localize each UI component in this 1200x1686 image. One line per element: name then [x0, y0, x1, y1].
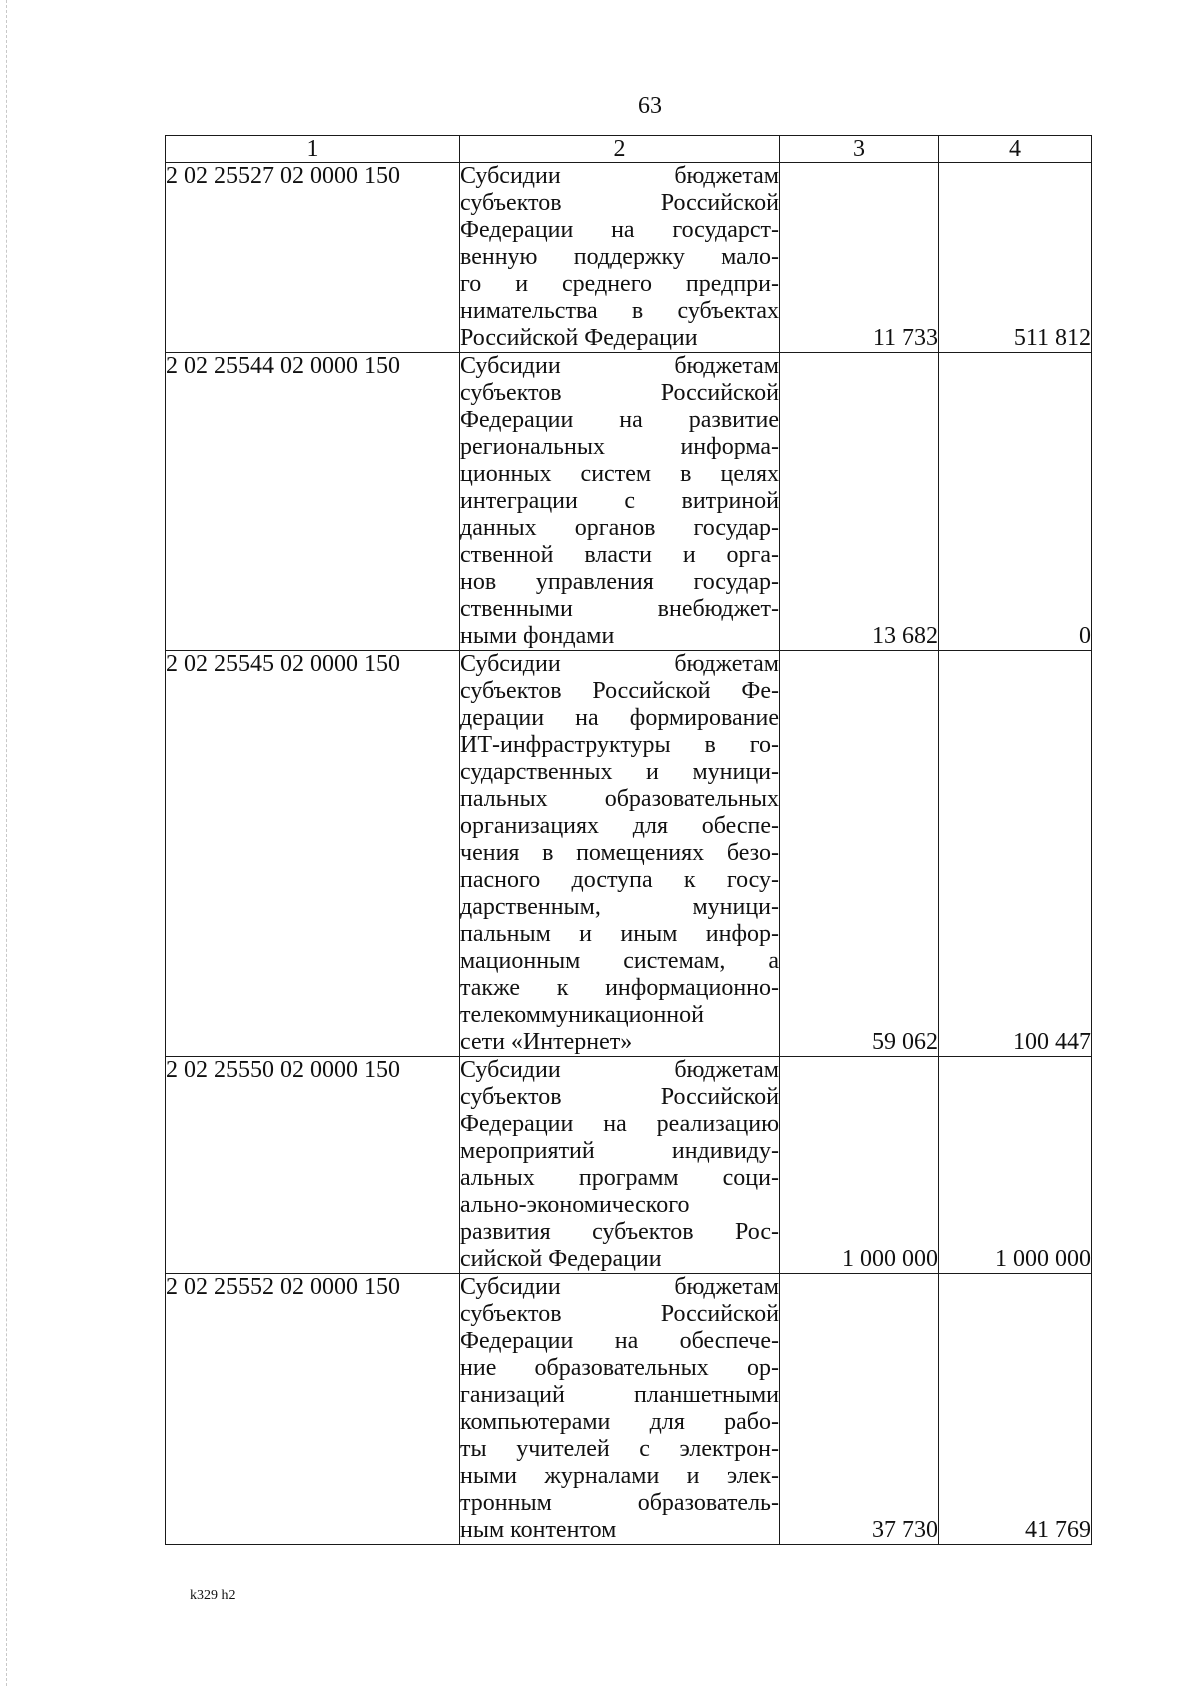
description-line: тронным образователь-: [460, 1490, 779, 1516]
description-line: чения в помещениях безо-: [460, 840, 779, 866]
description-line: Субсидии бюджетам: [460, 353, 779, 379]
row-description-cell: [460, 651, 780, 1057]
description-line: сударственных и муници-: [460, 759, 779, 785]
row-value-col3: 13 682: [780, 353, 939, 651]
description-line: Федерации на государст-: [460, 217, 779, 243]
description-line: Федерации на реализацию: [460, 1111, 779, 1137]
row-value-col4: 0: [939, 353, 1092, 651]
row-value-col4: 41 769: [939, 1274, 1092, 1545]
row-code-cell: 2 02 25552 02 0000 150: [166, 1274, 460, 1545]
description-line: субъектов Российской: [460, 1084, 779, 1110]
header-cell-3: 3: [780, 136, 939, 163]
description-line: Субсидии бюджетам: [460, 1274, 779, 1300]
page-number: 63: [638, 93, 662, 119]
scan-edge-line: [6, 0, 8, 1686]
description-line: данных органов государ-: [460, 515, 779, 541]
row-value-col3: 11 733: [780, 163, 939, 353]
header-cell-1: 1: [166, 136, 460, 163]
description-line: сийской Федерации: [460, 1246, 662, 1272]
row-value-col4: 511 812: [939, 163, 1092, 353]
description-line: ственной власти и орга-: [460, 542, 779, 568]
footer-code: k329 h2: [190, 1588, 236, 1603]
description-line: Федерации на обеспече-: [460, 1328, 779, 1354]
description-line: компьютерами для рабо-: [460, 1409, 779, 1435]
description-line: венную поддержку мало-: [460, 244, 779, 270]
row-description-cell: [460, 1274, 780, 1545]
budget-table: [165, 135, 1092, 1545]
description-line: мационным системам, а: [460, 948, 779, 974]
description-line: ными журналами и элек-: [460, 1463, 779, 1489]
table-row: [166, 1057, 1092, 1274]
budget-table-body: [166, 136, 1092, 1545]
row-description-cell: [460, 1057, 780, 1274]
description-line: ным контентом: [460, 1517, 617, 1543]
table-row: [166, 651, 1092, 1057]
description-line: дерации на формирование: [460, 705, 779, 731]
header-cell-4: 4: [939, 136, 1092, 163]
row-value-col3: 37 730: [780, 1274, 939, 1545]
table-row: [166, 1274, 1092, 1545]
table-header-row: [166, 136, 1092, 163]
header-cell-2: 2: [460, 136, 780, 163]
description-line: ганизаций планшетными: [460, 1382, 779, 1408]
description-line: нимательства в субъектах: [460, 298, 779, 324]
row-code-cell: 2 02 25527 02 0000 150: [166, 163, 460, 353]
description-line: сети «Интернет»: [460, 1029, 633, 1055]
description-line: Российской Федерации: [460, 325, 698, 351]
description-line: интеграции с витриной: [460, 488, 779, 514]
description-line: мероприятий индивиду-: [460, 1138, 779, 1164]
row-code-cell: 2 02 25545 02 0000 150: [166, 651, 460, 1057]
description-line: пасного доступа к госу-: [460, 867, 779, 893]
table-row: [166, 353, 1092, 651]
description-line: пальным и иным инфор-: [460, 921, 779, 947]
row-value-col3: 1 000 000: [780, 1057, 939, 1274]
row-code-cell: 2 02 25544 02 0000 150: [166, 353, 460, 651]
description-line: альных программ соци-: [460, 1165, 779, 1191]
row-value-col3: 59 062: [780, 651, 939, 1057]
description-line: Субсидии бюджетам: [460, 651, 779, 677]
row-code-cell: 2 02 25550 02 0000 150: [166, 1057, 460, 1274]
description-line: Субсидии бюджетам: [460, 163, 779, 189]
description-line: субъектов Российской: [460, 190, 779, 216]
description-line: Субсидии бюджетам: [460, 1057, 779, 1083]
description-line: субъектов Российской: [460, 1301, 779, 1327]
description-line: ально-экономического: [460, 1192, 690, 1218]
description-line: ственными внебюджет-: [460, 596, 779, 622]
description-line: ты учителей с электрон-: [460, 1436, 779, 1462]
description-line: также к информационно-: [460, 975, 779, 1001]
row-description-cell: [460, 353, 780, 651]
row-description-cell: [460, 163, 780, 353]
description-line: пальных образовательных: [460, 786, 779, 812]
description-line: развития субъектов Рос-: [460, 1219, 779, 1245]
description-line: телекоммуникационной: [460, 1002, 704, 1028]
description-line: ными фондами: [460, 623, 615, 649]
description-line: региональных информа-: [460, 434, 779, 460]
row-value-col4: 1 000 000: [939, 1057, 1092, 1274]
description-line: ционных систем в целях: [460, 461, 779, 487]
description-line: Федерации на развитие: [460, 407, 779, 433]
description-line: организациях для обеспе-: [460, 813, 779, 839]
description-line: го и среднего предпри-: [460, 271, 779, 297]
description-line: ИТ-инфраструктуры в го-: [460, 732, 779, 758]
table-row: [166, 163, 1092, 353]
row-value-col4: 100 447: [939, 651, 1092, 1057]
description-line: ние образовательных ор-: [460, 1355, 779, 1381]
description-line: нов управления государ-: [460, 569, 779, 595]
description-line: дарственным, муници-: [460, 894, 779, 920]
description-line: субъектов Российской Фе-: [460, 678, 779, 704]
description-line: субъектов Российской: [460, 380, 779, 406]
